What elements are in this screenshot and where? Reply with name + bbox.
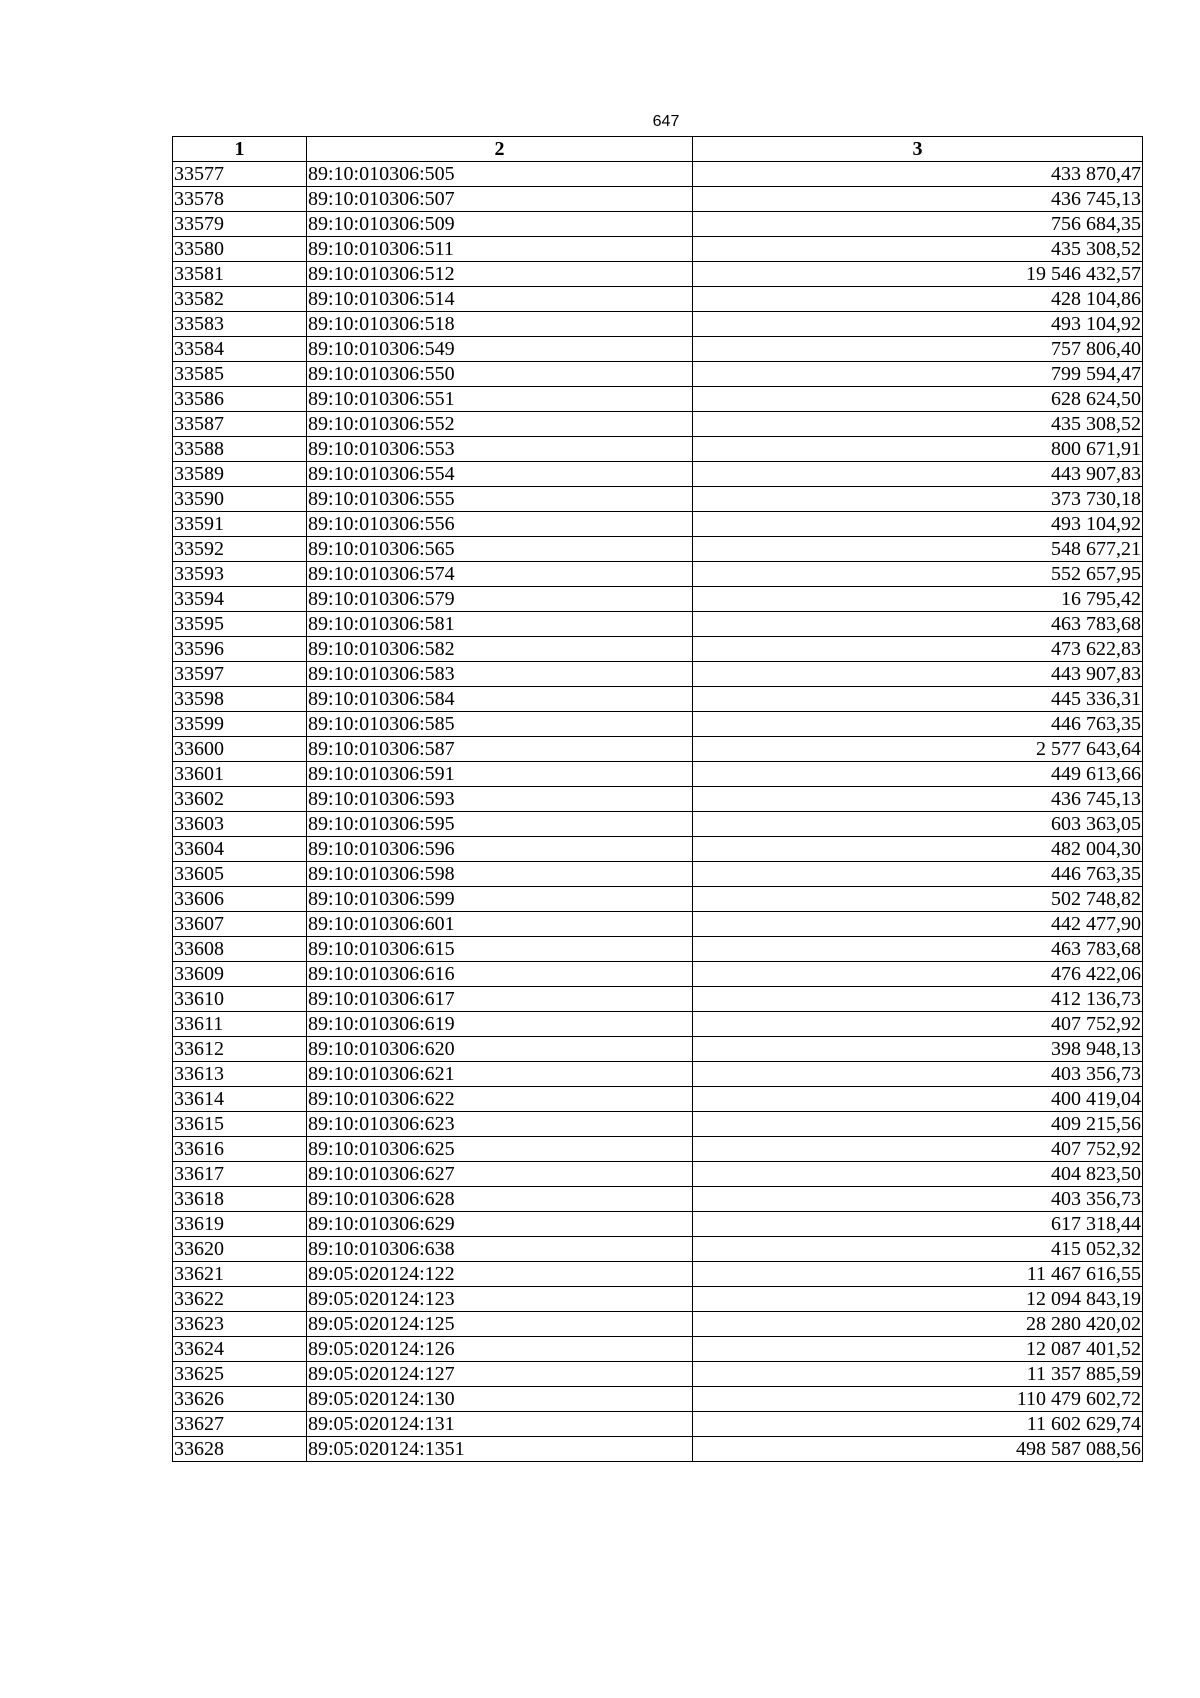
cadastral-value-cell: 476 422,06 (693, 962, 1143, 987)
cadastral-value-cell: 407 752,92 (693, 1137, 1143, 1162)
cadastral-value-cell: 463 783,68 (693, 937, 1143, 962)
cadastral-number-cell: 89:10:010306:621 (307, 1062, 693, 1087)
cadastral-value-cell: 11 602 629,74 (693, 1412, 1143, 1437)
cadastral-number-cell: 89:10:010306:581 (307, 612, 693, 637)
cadastral-value-cell: 473 622,83 (693, 637, 1143, 662)
cadastral-number-cell: 89:10:010306:549 (307, 337, 693, 362)
table-row (173, 712, 1143, 737)
cadastral-value-cell: 446 763,35 (693, 862, 1143, 887)
row-number-cell: 33592 (173, 537, 307, 562)
table-row (173, 1012, 1143, 1037)
table-row (173, 337, 1143, 362)
cadastral-value-cell: 482 004,30 (693, 837, 1143, 862)
cadastral-number-cell: 89:05:020124:125 (307, 1312, 693, 1337)
cadastral-value-cell: 16 795,42 (693, 587, 1143, 612)
cadastral-number-cell: 89:10:010306:509 (307, 212, 693, 237)
cadastral-number-cell: 89:05:020124:122 (307, 1262, 693, 1287)
cadastral-value-cell: 445 336,31 (693, 687, 1143, 712)
cadastral-value-cell: 19 546 432,57 (693, 262, 1143, 287)
cadastral-value-cell: 403 356,73 (693, 1187, 1143, 1212)
cadastral-value-cell: 603 363,05 (693, 812, 1143, 837)
row-number-cell: 33601 (173, 762, 307, 787)
cadastral-value-cell: 799 594,47 (693, 362, 1143, 387)
cadastral-value-cell: 407 752,92 (693, 1012, 1143, 1037)
table-row (173, 537, 1143, 562)
row-number-cell: 33577 (173, 162, 307, 187)
cadastral-number-cell: 89:10:010306:617 (307, 987, 693, 1012)
table-row (173, 487, 1143, 512)
cadastral-value-cell: 12 094 843,19 (693, 1287, 1143, 1312)
row-number-cell: 33628 (173, 1437, 307, 1462)
table-row (173, 287, 1143, 312)
cadastral-number-cell: 89:05:020124:123 (307, 1287, 693, 1312)
table-row (173, 562, 1143, 587)
cadastral-value-cell: 757 806,40 (693, 337, 1143, 362)
cadastral-value-cell: 463 783,68 (693, 612, 1143, 637)
column-header-2: 2 (307, 137, 693, 162)
cadastral-number-cell: 89:05:020124:126 (307, 1337, 693, 1362)
table-row (173, 737, 1143, 762)
row-number-cell: 33604 (173, 837, 307, 862)
row-number-cell: 33597 (173, 662, 307, 687)
row-number-cell: 33583 (173, 312, 307, 337)
row-number-cell: 33578 (173, 187, 307, 212)
cadastral-number-cell: 89:10:010306:620 (307, 1037, 693, 1062)
cadastral-value-cell: 552 657,95 (693, 562, 1143, 587)
table-row (173, 1187, 1143, 1212)
cadastral-value-cell: 548 677,21 (693, 537, 1143, 562)
row-number-cell: 33610 (173, 987, 307, 1012)
table-row (173, 1412, 1143, 1437)
cadastral-value-cell: 800 671,91 (693, 437, 1143, 462)
cadastral-number-cell: 89:05:020124:131 (307, 1412, 693, 1437)
row-number-cell: 33589 (173, 462, 307, 487)
row-number-cell: 33585 (173, 362, 307, 387)
table-body (173, 162, 1143, 1462)
table-row (173, 312, 1143, 337)
row-number-cell: 33594 (173, 587, 307, 612)
table-row (173, 637, 1143, 662)
cadastral-value-cell: 442 477,90 (693, 912, 1143, 937)
cadastral-value-cell: 403 356,73 (693, 1062, 1143, 1087)
cadastral-number-cell: 89:10:010306:638 (307, 1237, 693, 1262)
row-number-cell: 33591 (173, 512, 307, 537)
table-row (173, 587, 1143, 612)
cadastral-number-cell: 89:10:010306:599 (307, 887, 693, 912)
table-row (173, 462, 1143, 487)
cadastral-value-cell: 409 215,56 (693, 1112, 1143, 1137)
table-row (173, 1312, 1143, 1337)
table-row (173, 687, 1143, 712)
cadastral-number-cell: 89:10:010306:551 (307, 387, 693, 412)
cadastral-number-cell: 89:10:010306:587 (307, 737, 693, 762)
table-row (173, 1062, 1143, 1087)
cadastral-number-cell: 89:05:020124:130 (307, 1387, 693, 1412)
table-row (173, 912, 1143, 937)
table-row (173, 1112, 1143, 1137)
row-number-cell: 33600 (173, 737, 307, 762)
row-number-cell: 33613 (173, 1062, 307, 1087)
cadastral-value-cell: 756 684,35 (693, 212, 1143, 237)
row-number-cell: 33620 (173, 1237, 307, 1262)
row-number-cell: 33617 (173, 1162, 307, 1187)
row-number-cell: 33607 (173, 912, 307, 937)
table-row (173, 1387, 1143, 1412)
cadastral-value-cell: 435 308,52 (693, 237, 1143, 262)
cadastral-value-cell: 436 745,13 (693, 787, 1143, 812)
row-number-cell: 33588 (173, 437, 307, 462)
cadastral-value-cell: 502 748,82 (693, 887, 1143, 912)
cadastral-value-cell: 433 870,47 (693, 162, 1143, 187)
cadastral-number-cell: 89:10:010306:512 (307, 262, 693, 287)
row-number-cell: 33615 (173, 1112, 307, 1137)
table-row (173, 387, 1143, 412)
table-row (173, 1362, 1143, 1387)
cadastral-number-cell: 89:10:010306:582 (307, 637, 693, 662)
row-number-cell: 33580 (173, 237, 307, 262)
cadastral-value-cell: 2 577 643,64 (693, 737, 1143, 762)
cadastral-number-cell: 89:10:010306:574 (307, 562, 693, 587)
cadastral-number-cell: 89:10:010306:584 (307, 687, 693, 712)
row-number-cell: 33619 (173, 1212, 307, 1237)
cadastral-number-cell: 89:10:010306:518 (307, 312, 693, 337)
table-row (173, 512, 1143, 537)
cadastral-value-cell: 11 357 885,59 (693, 1362, 1143, 1387)
row-number-cell: 33622 (173, 1287, 307, 1312)
cadastral-value-cell: 498 587 088,56 (693, 1437, 1143, 1462)
table-header-row (173, 137, 1143, 162)
table-row (173, 1162, 1143, 1187)
cadastral-value-cell: 443 907,83 (693, 462, 1143, 487)
cadastral-value-table (172, 136, 1143, 1462)
row-number-cell: 33627 (173, 1412, 307, 1437)
cadastral-number-cell: 89:10:010306:550 (307, 362, 693, 387)
row-number-cell: 33606 (173, 887, 307, 912)
cadastral-number-cell: 89:10:010306:628 (307, 1187, 693, 1212)
table-row (173, 1337, 1143, 1362)
cadastral-number-cell: 89:10:010306:596 (307, 837, 693, 862)
row-number-cell: 33609 (173, 962, 307, 987)
row-number-cell: 33584 (173, 337, 307, 362)
cadastral-value-cell: 400 419,04 (693, 1087, 1143, 1112)
table-row (173, 262, 1143, 287)
cadastral-value-cell: 443 907,83 (693, 662, 1143, 687)
cadastral-number-cell: 89:10:010306:595 (307, 812, 693, 837)
cadastral-value-cell: 446 763,35 (693, 712, 1143, 737)
table-row (173, 187, 1143, 212)
table-row (173, 1237, 1143, 1262)
cadastral-value-cell: 398 948,13 (693, 1037, 1143, 1062)
cadastral-number-cell: 89:10:010306:625 (307, 1137, 693, 1162)
row-number-cell: 33602 (173, 787, 307, 812)
row-number-cell: 33618 (173, 1187, 307, 1212)
row-number-cell: 33595 (173, 612, 307, 637)
row-number-cell: 33598 (173, 687, 307, 712)
cadastral-value-cell: 11 467 616,55 (693, 1262, 1143, 1287)
table-row (173, 412, 1143, 437)
cadastral-number-cell: 89:10:010306:598 (307, 862, 693, 887)
cadastral-value-cell: 12 087 401,52 (693, 1337, 1143, 1362)
cadastral-number-cell: 89:10:010306:555 (307, 487, 693, 512)
table-row (173, 437, 1143, 462)
cadastral-number-cell: 89:10:010306:615 (307, 937, 693, 962)
table-row (173, 812, 1143, 837)
table-row (173, 1037, 1143, 1062)
cadastral-number-cell: 89:10:010306:616 (307, 962, 693, 987)
cadastral-number-cell: 89:10:010306:511 (307, 237, 693, 262)
cadastral-number-cell: 89:05:020124:127 (307, 1362, 693, 1387)
table-row (173, 1087, 1143, 1112)
row-number-cell: 33579 (173, 212, 307, 237)
cadastral-value-cell: 493 104,92 (693, 512, 1143, 537)
cadastral-number-cell: 89:10:010306:507 (307, 187, 693, 212)
row-number-cell: 33624 (173, 1337, 307, 1362)
table-row (173, 762, 1143, 787)
table-row (173, 862, 1143, 887)
cadastral-number-cell: 89:10:010306:585 (307, 712, 693, 737)
table-row (173, 212, 1143, 237)
cadastral-number-cell: 89:05:020124:1351 (307, 1437, 693, 1462)
table-row (173, 787, 1143, 812)
row-number-cell: 33616 (173, 1137, 307, 1162)
row-number-cell: 33587 (173, 412, 307, 437)
cadastral-value-cell: 493 104,92 (693, 312, 1143, 337)
table-row (173, 1212, 1143, 1237)
cadastral-number-cell: 89:10:010306:627 (307, 1162, 693, 1187)
cadastral-number-cell: 89:10:010306:593 (307, 787, 693, 812)
cadastral-value-cell: 28 280 420,02 (693, 1312, 1143, 1337)
cadastral-value-cell: 373 730,18 (693, 487, 1143, 512)
cadastral-number-cell: 89:10:010306:552 (307, 412, 693, 437)
cadastral-number-cell: 89:10:010306:514 (307, 287, 693, 312)
table-row (173, 1137, 1143, 1162)
table-row (173, 1262, 1143, 1287)
cadastral-number-cell: 89:10:010306:622 (307, 1087, 693, 1112)
row-number-cell: 33625 (173, 1362, 307, 1387)
row-number-cell: 33599 (173, 712, 307, 737)
table-row (173, 362, 1143, 387)
cadastral-number-cell: 89:10:010306:556 (307, 512, 693, 537)
cadastral-number-cell: 89:10:010306:629 (307, 1212, 693, 1237)
row-number-cell: 33614 (173, 1087, 307, 1112)
cadastral-value-cell: 110 479 602,72 (693, 1387, 1143, 1412)
cadastral-number-cell: 89:10:010306:619 (307, 1012, 693, 1037)
cadastral-number-cell: 89:10:010306:553 (307, 437, 693, 462)
cadastral-value-cell: 628 624,50 (693, 387, 1143, 412)
table-row (173, 1287, 1143, 1312)
row-number-cell: 33593 (173, 562, 307, 587)
cadastral-number-cell: 89:10:010306:565 (307, 537, 693, 562)
row-number-cell: 33626 (173, 1387, 307, 1412)
table-row (173, 162, 1143, 187)
table-row (173, 237, 1143, 262)
row-number-cell: 33586 (173, 387, 307, 412)
row-number-cell: 33596 (173, 637, 307, 662)
cadastral-value-cell: 412 136,73 (693, 987, 1143, 1012)
table-row (173, 1437, 1143, 1462)
cadastral-value-cell: 449 613,66 (693, 762, 1143, 787)
table-row (173, 962, 1143, 987)
cadastral-value-cell: 617 318,44 (693, 1212, 1143, 1237)
cadastral-value-cell: 415 052,32 (693, 1237, 1143, 1262)
cadastral-number-cell: 89:10:010306:583 (307, 662, 693, 687)
row-number-cell: 33623 (173, 1312, 307, 1337)
cadastral-number-cell: 89:10:010306:623 (307, 1112, 693, 1137)
cadastral-value-cell: 428 104,86 (693, 287, 1143, 312)
row-number-cell: 33590 (173, 487, 307, 512)
cadastral-number-cell: 89:10:010306:554 (307, 462, 693, 487)
cadastral-number-cell: 89:10:010306:591 (307, 762, 693, 787)
cadastral-value-cell: 436 745,13 (693, 187, 1143, 212)
cadastral-value-cell: 404 823,50 (693, 1162, 1143, 1187)
table-row (173, 887, 1143, 912)
row-number-cell: 33608 (173, 937, 307, 962)
column-header-3: 3 (693, 137, 1143, 162)
row-number-cell: 33611 (173, 1012, 307, 1037)
row-number-cell: 33621 (173, 1262, 307, 1287)
cadastral-number-cell: 89:10:010306:601 (307, 912, 693, 937)
row-number-cell: 33581 (173, 262, 307, 287)
row-number-cell: 33603 (173, 812, 307, 837)
cadastral-number-cell: 89:10:010306:505 (307, 162, 693, 187)
cadastral-number-cell: 89:10:010306:579 (307, 587, 693, 612)
page-number: 647 (652, 113, 680, 130)
table-row (173, 937, 1143, 962)
row-number-cell: 33605 (173, 862, 307, 887)
table-row (173, 612, 1143, 637)
table-row (173, 662, 1143, 687)
row-number-cell: 33612 (173, 1037, 307, 1062)
column-header-1: 1 (173, 137, 307, 162)
row-number-cell: 33582 (173, 287, 307, 312)
table-row (173, 987, 1143, 1012)
cadastral-value-cell: 435 308,52 (693, 412, 1143, 437)
table-row (173, 837, 1143, 862)
